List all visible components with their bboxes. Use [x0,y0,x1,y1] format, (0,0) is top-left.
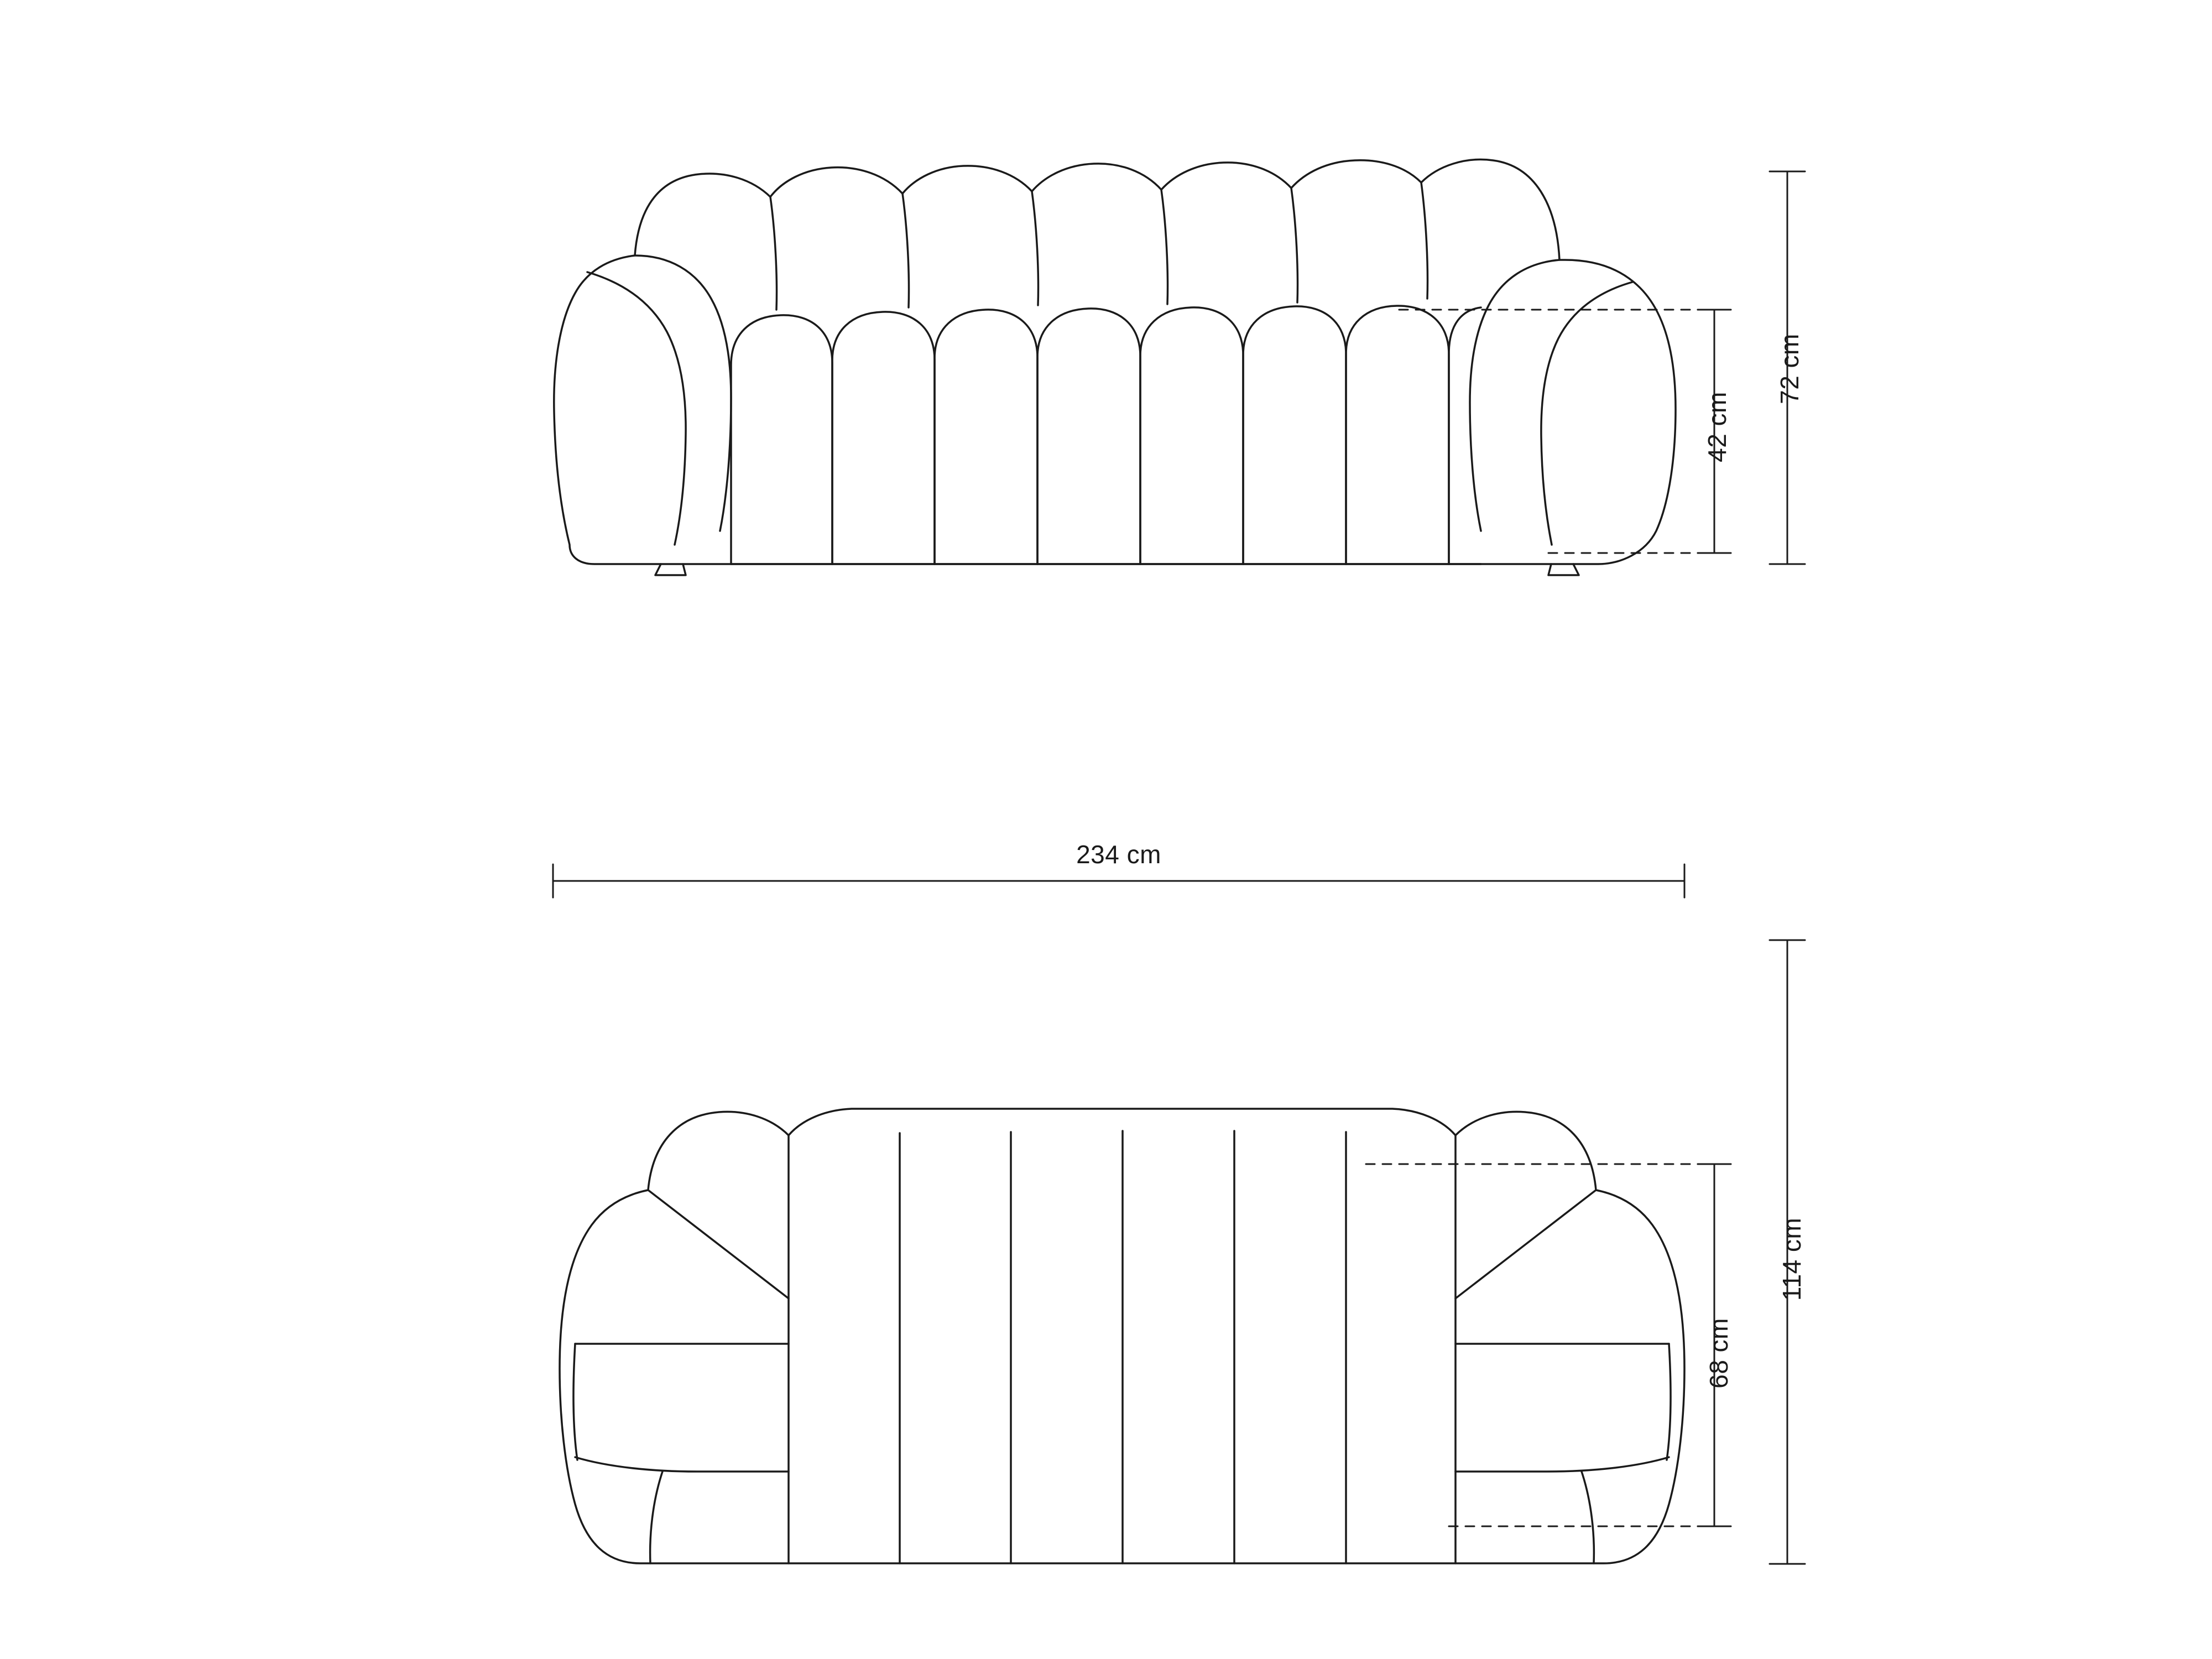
front-seat-cushion-3 [935,310,1037,564]
front-back-seam-6 [1421,182,1428,299]
front-seat-cushion-6 [1243,306,1346,564]
front-back-seam-1 [770,197,777,310]
plan-left-arm-miter [648,1190,789,1298]
dim-label-plan-seat-depth: 68 cm [1704,1318,1733,1389]
front-right-arm-inner-1 [1470,260,1559,531]
plan-right-arm-seam-h2 [1455,1457,1669,1472]
front-seat-cushion-4 [1037,309,1140,564]
front-seat-cushion-7 [1346,306,1449,564]
front-seat-cushion-8 [1449,307,1481,564]
dim-label-front-seat-height: 42 cm [1703,392,1731,462]
plan-left-arm-seam-h2 [575,1457,789,1472]
plan-right-arm-edge [1667,1344,1671,1460]
dim-label-plan-width: 234 cm [1076,840,1161,869]
top-plan-view [560,1109,1684,1563]
front-left-arm-inner-2 [587,272,686,545]
front-seat-cushion-1 [731,315,832,564]
front-right-arm-inner-2 [1541,282,1632,545]
dim-label-front-total-height: 72 cm [1775,333,1804,404]
front-elevation-view [554,159,1676,575]
plan-left-arm-edge [573,1344,577,1460]
plan-front-left-curve [650,1472,662,1563]
front-outline [554,159,1676,564]
front-back-seam-3 [1032,191,1039,305]
front-back-seam-5 [1291,188,1298,302]
front-seat-cushion-2 [832,312,935,564]
plan-right-arm-miter [1455,1190,1596,1298]
dim-label-plan-total-depth: 114 cm [1777,1217,1806,1301]
front-back-seam-4 [1161,190,1168,304]
front-back-seam-2 [902,194,909,307]
front-foot-left [655,564,686,575]
plan-front-right-curve [1582,1472,1594,1563]
front-foot-right [1548,564,1579,575]
front-seat-cushion-5 [1140,307,1243,564]
